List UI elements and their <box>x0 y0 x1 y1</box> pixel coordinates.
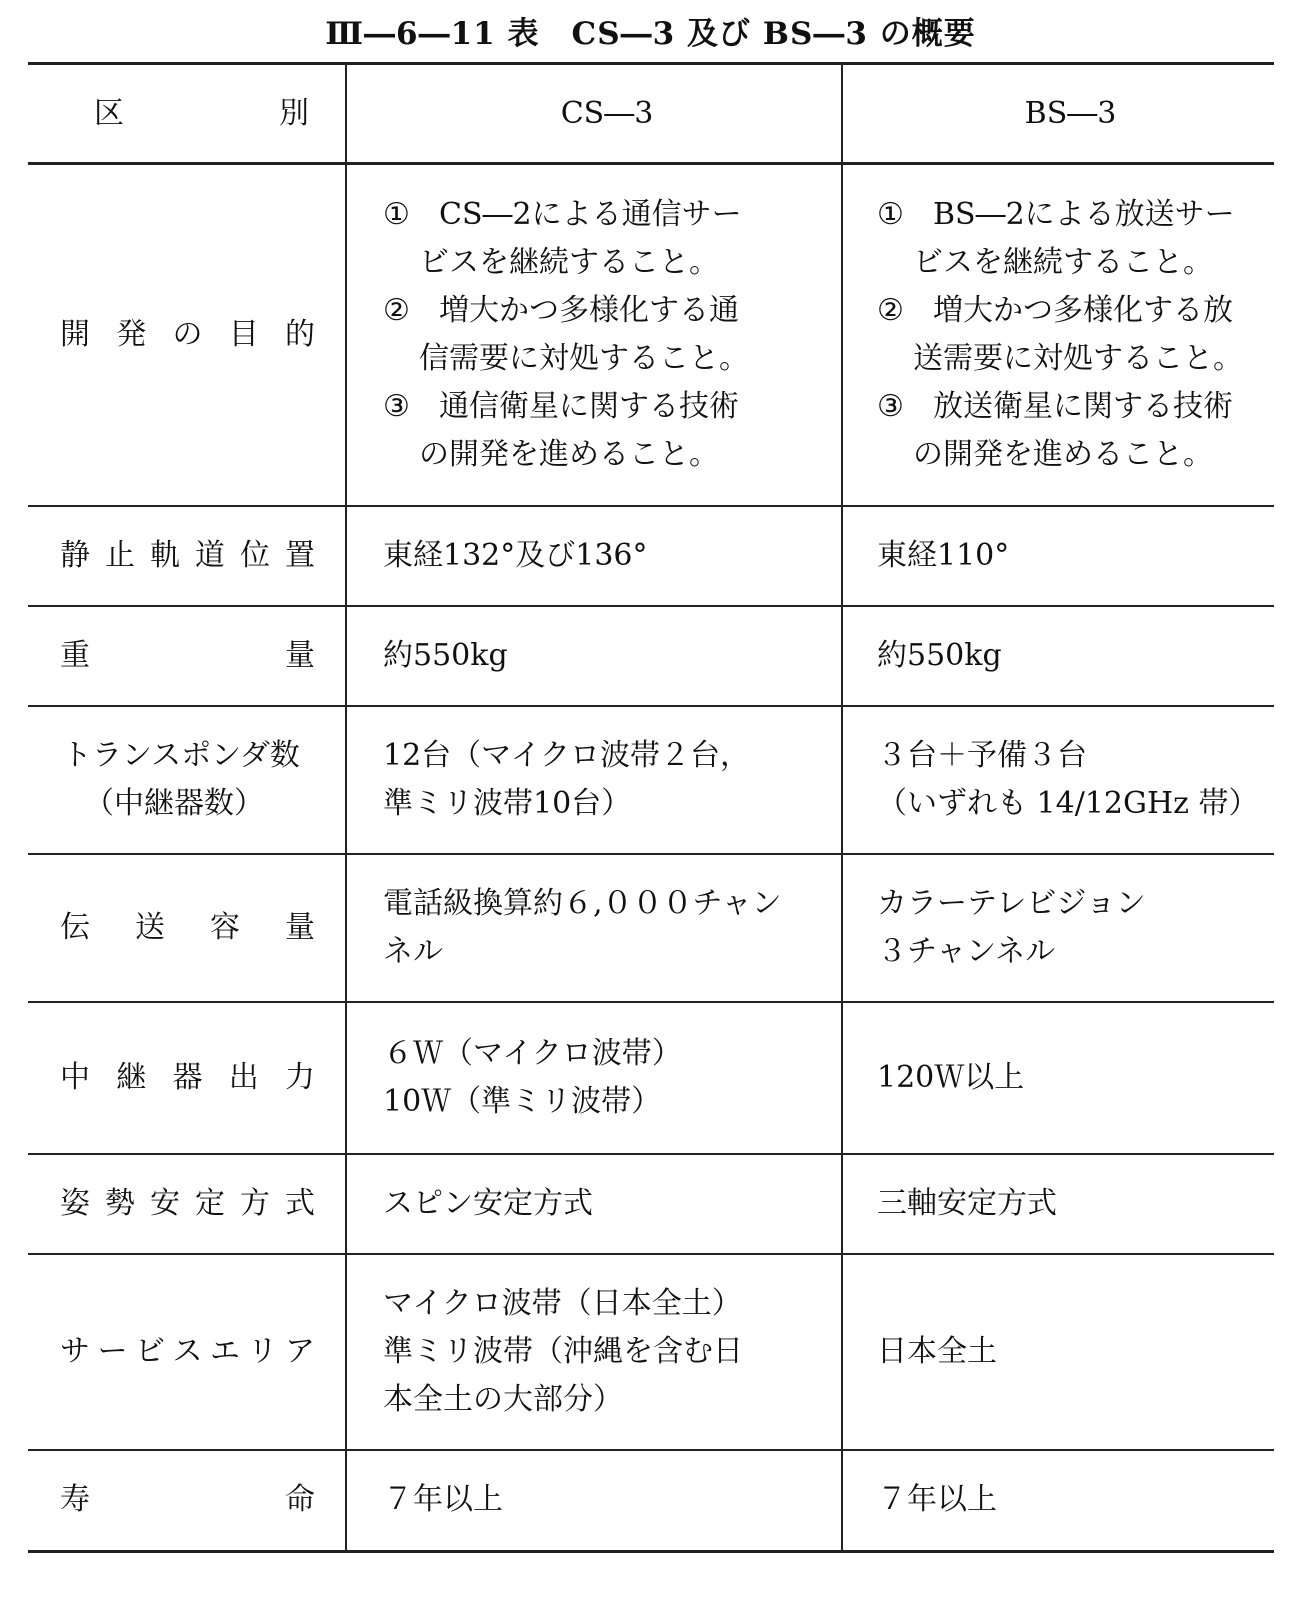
table-row <box>28 164 1274 506</box>
bs3-service-area: 日本全土 <box>877 1333 997 1369</box>
cs3-purpose <box>346 164 842 506</box>
bs3-orbit: 東経110° <box>877 537 1010 573</box>
table-row <box>28 1002 1274 1154</box>
header-label-char: 区 <box>94 95 124 131</box>
bs3-purpose <box>842 164 1274 506</box>
bs3-capacity: カラーテレビジョン ３チャンネル <box>877 885 1146 969</box>
cs3-output: ６Ｗ（マイクロ波帯） 10Ｗ（準ミリ波帯） <box>346 1002 842 1154</box>
table-row <box>28 1154 1274 1254</box>
header-bs3: BS―3 <box>1024 95 1117 131</box>
bs3-attitude: 三軸安定方式 <box>877 1185 1057 1221</box>
table-row <box>28 1450 1274 1552</box>
table-row <box>28 706 1274 854</box>
row-label: 中 継 器 出 力 <box>28 1002 346 1154</box>
header-row <box>28 64 1274 164</box>
overview-table <box>28 62 1274 1553</box>
list-item: ① BS―2による放送サー ビスを継続すること。 <box>877 196 1235 280</box>
row-label: トランスポンダ数 （中継器数） <box>28 706 346 854</box>
cs3-orbit: 東経132°及び136° <box>346 506 842 606</box>
header-cs3: CS―3 <box>346 64 842 164</box>
list-item: ③ 放送衛星に関する技術 の開発を進めること。 <box>877 388 1233 472</box>
bs3-lifetime: ７年以上 <box>877 1482 997 1518</box>
cs3-weight: 約550kg <box>346 606 842 706</box>
row-label: 姿 勢 安 定 方 式 <box>28 1154 346 1254</box>
row-label: 伝 送 容 量 <box>28 854 346 1002</box>
header-label-cell <box>28 64 346 164</box>
cs3-capacity: 電話級換算約６,０００チャン ネル <box>346 854 842 1002</box>
list-item: ② 増大かつ多様化する通 信需要に対処すること。 <box>383 292 749 376</box>
cs3-lifetime: ７年以上 <box>346 1450 842 1552</box>
cs3-attitude: スピン安定方式 <box>346 1154 842 1254</box>
table-row <box>28 854 1274 1002</box>
cs3-service-area: マイクロ波帯（日本全土） 準ミリ波帯（沖縄を含む日 本全土の大部分） <box>346 1254 842 1450</box>
row-label: サ ー ビ ス エ リ ア <box>28 1254 346 1450</box>
table-title: Ⅲ―6―11 表 CS―3 及び BS―3 の概要 <box>325 16 976 52</box>
header-label-char: 別 <box>279 95 309 131</box>
row-label: 寿 命 <box>28 1450 346 1552</box>
cs3-transponders: 12台（マイクロ波帯２台， 準ミリ波帯10台） <box>346 706 842 854</box>
bs3-weight: 約550kg <box>877 637 1002 673</box>
row-label: 静 止 軌 道 位 置 <box>28 506 346 606</box>
row-label: 重 量 <box>28 606 346 706</box>
list-item: ① CS―2による通信サー ビスを継続すること。 <box>383 196 742 280</box>
bs3-output: 120Ｗ以上 <box>877 1059 1025 1095</box>
bs3-transponders: ３台＋予備３台 （いずれも 14/12GHz 帯） <box>877 737 1259 821</box>
list-item: ③ 通信衛星に関する技術 の開発を進めること。 <box>383 388 739 472</box>
row-label: 開 発 の 目 的 <box>28 164 346 506</box>
table-row <box>28 1254 1274 1450</box>
table-row <box>28 606 1274 706</box>
list-item: ② 増大かつ多様化する放 送需要に対処すること。 <box>877 292 1243 376</box>
table-row <box>28 506 1274 606</box>
